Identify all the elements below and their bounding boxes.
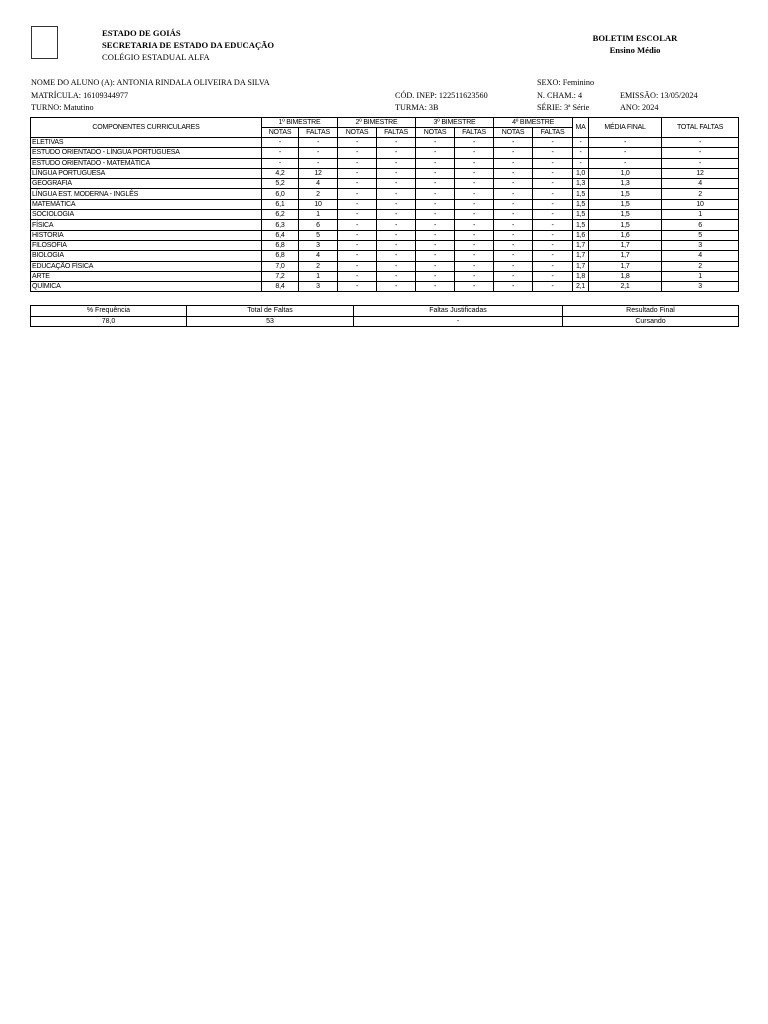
total-absences: 5 [662, 230, 739, 240]
bim4-absences: - [533, 179, 573, 189]
grade-row [31, 261, 739, 271]
ma-cell: 1,6 [573, 230, 589, 240]
bim1-absences: 4 [299, 179, 338, 189]
subject-cell: GEOGRAFIA [31, 179, 262, 189]
bim2-grade: - [338, 240, 377, 250]
bim3-absences: - [455, 189, 494, 199]
bim4-grade: - [494, 189, 533, 199]
bim4-grade: - [494, 138, 533, 148]
col-header-total-absences: TOTAL FALTAS [662, 118, 739, 138]
bim3-grade: - [416, 271, 455, 281]
bim2-grade: - [338, 168, 377, 178]
final-average: 1,5 [589, 220, 662, 230]
bim1-absences: 3 [299, 240, 338, 250]
bim1-absences: 12 [299, 168, 338, 178]
call-number: N. CHAM.: 4 [537, 91, 583, 100]
col-header-bimester-2: 2º BIMESTRE [338, 118, 416, 128]
final-average: 1,3 [589, 179, 662, 189]
school-year: ANO: 2024 [620, 103, 659, 112]
bim2-grade: - [338, 158, 377, 168]
bim4-absences: - [533, 210, 573, 220]
grade-row [31, 138, 739, 148]
grade-row [31, 282, 739, 292]
bim3-grade: - [416, 261, 455, 271]
grade-row [31, 210, 739, 220]
grade-row [31, 230, 739, 240]
bim4-absences: - [533, 168, 573, 178]
total-absences: 3 [662, 282, 739, 292]
subject-cell: LÍNGUA PORTUGUESA [31, 168, 262, 178]
summary-justified-absences: - [354, 316, 563, 327]
bim3-grade: - [416, 220, 455, 230]
final-average: 1,7 [589, 240, 662, 250]
ma-cell: 1,8 [573, 271, 589, 281]
grade-row [31, 189, 739, 199]
summary-frequency: 78,0 [31, 316, 187, 327]
ma-cell: 1,5 [573, 189, 589, 199]
bim2-absences: - [377, 220, 416, 230]
total-absences: 10 [662, 199, 739, 209]
final-average: 1,7 [589, 251, 662, 261]
col-header-final-average: MÉDIA FINAL [589, 118, 662, 138]
bim1-grade: 7,2 [262, 271, 299, 281]
bim4-grade: - [494, 168, 533, 178]
grade-row [31, 168, 739, 178]
bim2-absences: - [377, 138, 416, 148]
bim3-absences: - [455, 251, 494, 261]
bim2-grade: - [338, 271, 377, 281]
bim1-absences: 2 [299, 261, 338, 271]
bim3-absences: - [455, 230, 494, 240]
bim3-absences: - [455, 271, 494, 281]
student-shift: TURNO: Matutino [31, 103, 94, 112]
subject-cell: EDUCAÇÃO FÍSICA [31, 261, 262, 271]
bim2-absences: - [377, 210, 416, 220]
bim1-absences: 1 [299, 210, 338, 220]
ma-cell: 1,7 [573, 261, 589, 271]
bim3-grade: - [416, 199, 455, 209]
grades-table [30, 117, 739, 292]
school-logo-placeholder [31, 26, 58, 59]
final-average: 1,5 [589, 210, 662, 220]
bim3-grade: - [416, 230, 455, 240]
total-absences: - [662, 148, 739, 158]
ma-cell: 1,5 [573, 199, 589, 209]
bim1-grade: - [262, 158, 299, 168]
total-absences: 2 [662, 189, 739, 199]
col-header-bimester-4: 4º BIMESTRE [494, 118, 573, 128]
bim1-grade: - [262, 148, 299, 158]
bim4-absences: - [533, 189, 573, 199]
col-header-notas: NOTAS [416, 128, 455, 138]
bim2-grade: - [338, 138, 377, 148]
bim1-absences: 1 [299, 271, 338, 281]
col-header-ma: MA [573, 118, 589, 138]
document-title-block [560, 32, 710, 56]
ma-cell: 1,7 [573, 240, 589, 250]
bim4-absences: - [533, 148, 573, 158]
ma-cell: 1,0 [573, 168, 589, 178]
col-header-bimester-3: 3º BIMESTRE [416, 118, 494, 128]
bim2-grade: - [338, 148, 377, 158]
bim1-absences: 5 [299, 230, 338, 240]
bim1-grade: 6,2 [262, 210, 299, 220]
bim2-absences: - [377, 261, 416, 271]
bim2-absences: - [377, 199, 416, 209]
bim1-absences: - [299, 158, 338, 168]
col-header-subjects: COMPONENTES CURRICULARES [31, 118, 262, 138]
ma-cell: - [573, 158, 589, 168]
bim1-grade: 6,0 [262, 189, 299, 199]
summary-header-justified-absences: Faltas Justificadas [354, 306, 563, 317]
bim3-absences: - [455, 220, 494, 230]
bim4-absences: - [533, 138, 573, 148]
total-absences: 1 [662, 271, 739, 281]
ma-cell: 1,3 [573, 179, 589, 189]
bim1-grade: 6,3 [262, 220, 299, 230]
final-average: 2,1 [589, 282, 662, 292]
subject-cell: ARTE [31, 271, 262, 281]
grade-row [31, 179, 739, 189]
total-absences: 12 [662, 168, 739, 178]
bim3-grade: - [416, 158, 455, 168]
col-header-faltas: FALTAS [533, 128, 573, 138]
ma-cell: - [573, 148, 589, 158]
bim1-grade: 4,2 [262, 168, 299, 178]
subject-cell: ELETIVAS [31, 138, 262, 148]
bim2-grade: - [338, 251, 377, 261]
bim4-absences: - [533, 251, 573, 261]
bim4-grade: - [494, 220, 533, 230]
bim4-absences: - [533, 271, 573, 281]
final-average: 1,0 [589, 168, 662, 178]
bim4-grade: - [494, 148, 533, 158]
ma-cell: 1,7 [573, 251, 589, 261]
bim2-absences: - [377, 168, 416, 178]
bim3-absences: - [455, 210, 494, 220]
student-name: NOME DO ALUNO (A): ANTONIA RINDALA OLIVEIRA DA SILVA [31, 78, 270, 87]
col-header-notas: NOTAS [338, 128, 377, 138]
col-header-faltas: FALTAS [299, 128, 338, 138]
summary-header-total-absences: Total de Faltas [187, 306, 354, 317]
bim1-absences: 3 [299, 282, 338, 292]
bim3-absences: - [455, 240, 494, 250]
bim2-grade: - [338, 179, 377, 189]
bim2-absences: - [377, 251, 416, 261]
total-absences: 4 [662, 251, 739, 261]
bim4-grade: - [494, 179, 533, 189]
total-absences: - [662, 138, 739, 148]
institution-header [102, 27, 274, 63]
bim4-grade: - [494, 261, 533, 271]
bim1-absences: - [299, 138, 338, 148]
bim2-absences: - [377, 282, 416, 292]
bim3-grade: - [416, 138, 455, 148]
total-absences: 4 [662, 179, 739, 189]
summary-value-row [31, 316, 739, 327]
subject-cell: QUÍMICA [31, 282, 262, 292]
bim1-absences: - [299, 148, 338, 158]
col-header-notas: NOTAS [494, 128, 533, 138]
grade-row [31, 271, 739, 281]
summary-header-final-result: Resultado Final [563, 306, 739, 317]
bim4-grade: - [494, 210, 533, 220]
secretariat-name: SECRETARIA DE ESTADO DA EDUCAÇÃO [102, 40, 275, 50]
total-absences: 3 [662, 240, 739, 250]
student-grade: SÉRIE: 3ª Série [537, 103, 590, 112]
final-average: 1,6 [589, 230, 662, 240]
subject-cell: MATEMÁTICA [31, 199, 262, 209]
bim4-grade: - [494, 199, 533, 209]
summary-final-result: Cursando [563, 316, 739, 327]
bim2-absences: - [377, 148, 416, 158]
bim2-grade: - [338, 210, 377, 220]
col-header-bimester-1: 1º BIMESTRE [262, 118, 338, 128]
bim1-absences: 2 [299, 189, 338, 199]
bim3-grade: - [416, 189, 455, 199]
col-header-notas: NOTAS [262, 128, 299, 138]
bim3-grade: - [416, 148, 455, 158]
bim3-grade: - [416, 168, 455, 178]
bim3-absences: - [455, 168, 494, 178]
bim4-grade: - [494, 230, 533, 240]
subject-cell: FILOSOFIA [31, 240, 262, 250]
summary-header-frequency: % Frequência [31, 306, 187, 317]
bim2-grade: - [338, 230, 377, 240]
student-sex: SEXO: Feminino [537, 78, 595, 87]
bim3-absences: - [455, 148, 494, 158]
student-class: TURMA: 3B [395, 103, 439, 112]
bim2-absences: - [377, 179, 416, 189]
bim1-absences: 4 [299, 251, 338, 261]
summary-total-absences: 53 [187, 316, 354, 327]
student-enrollment: MATRÍCULA: 16109344977 [31, 91, 129, 100]
bim2-grade: - [338, 261, 377, 271]
ma-cell: 2,1 [573, 282, 589, 292]
grades-header-row [31, 118, 739, 128]
bim4-grade: - [494, 158, 533, 168]
bim2-absences: - [377, 271, 416, 281]
bim4-absences: - [533, 230, 573, 240]
bim2-absences: - [377, 189, 416, 199]
subject-cell: ESTUDO ORIENTADO - LÍNGUA PORTUGUESA [31, 148, 262, 158]
bim1-grade: 6,1 [262, 199, 299, 209]
grade-row [31, 220, 739, 230]
bim4-grade: - [494, 282, 533, 292]
grade-row [31, 251, 739, 261]
subject-cell: SOCIOLOGIA [31, 210, 262, 220]
bim1-absences: 10 [299, 199, 338, 209]
final-average: 1,5 [589, 189, 662, 199]
bim2-grade: - [338, 220, 377, 230]
grade-row [31, 148, 739, 158]
document-title: BOLETIM ESCOLAR [592, 33, 678, 43]
final-average: - [589, 158, 662, 168]
subject-cell: HISTÓRIA [31, 230, 262, 240]
bim3-grade: - [416, 240, 455, 250]
bim1-grade: 8,4 [262, 282, 299, 292]
bim4-grade: - [494, 271, 533, 281]
bim2-grade: - [338, 189, 377, 199]
bim4-absences: - [533, 282, 573, 292]
bim3-grade: - [416, 179, 455, 189]
grade-row [31, 199, 739, 209]
bim2-grade: - [338, 199, 377, 209]
bim4-absences: - [533, 158, 573, 168]
col-header-faltas: FALTAS [377, 128, 416, 138]
issue-date: EMISSÃO: 13/05/2024 [620, 91, 698, 100]
bim2-absences: - [377, 230, 416, 240]
ma-cell: 1,5 [573, 210, 589, 220]
bim3-absences: - [455, 199, 494, 209]
final-average: - [589, 148, 662, 158]
summary-header-row [31, 306, 739, 317]
bim2-absences: - [377, 158, 416, 168]
subject-cell: LÍNGUA EST. MODERNA - INGLÊS [31, 189, 262, 199]
bim4-grade: - [494, 240, 533, 250]
bim1-grade: 7,0 [262, 261, 299, 271]
final-average: 1,7 [589, 261, 662, 271]
bim1-grade: 6,8 [262, 240, 299, 250]
col-header-faltas: FALTAS [455, 128, 494, 138]
final-average: 1,5 [589, 199, 662, 209]
bim4-absences: - [533, 199, 573, 209]
bim1-grade: - [262, 138, 299, 148]
bim3-absences: - [455, 138, 494, 148]
bim2-absences: - [377, 240, 416, 250]
bim4-absences: - [533, 261, 573, 271]
bim4-grade: - [494, 251, 533, 261]
final-average: - [589, 138, 662, 148]
bim1-grade: 5,2 [262, 179, 299, 189]
bim2-grade: - [338, 282, 377, 292]
total-absences: - [662, 158, 739, 168]
total-absences: 2 [662, 261, 739, 271]
bim4-absences: - [533, 220, 573, 230]
subject-cell: BIOLOGIA [31, 251, 262, 261]
total-absences: 6 [662, 220, 739, 230]
bim3-absences: - [455, 158, 494, 168]
education-level: Ensino Médio [609, 45, 661, 55]
ma-cell: 1,5 [573, 220, 589, 230]
ma-cell: - [573, 138, 589, 148]
school-name: COLÉGIO ESTADUAL ALFA [102, 52, 210, 62]
bim3-absences: - [455, 282, 494, 292]
bim3-absences: - [455, 179, 494, 189]
subject-cell: ESTUDO ORIENTADO - MATEMÁTICA [31, 158, 262, 168]
final-average: 1,8 [589, 271, 662, 281]
grade-row [31, 240, 739, 250]
bim3-grade: - [416, 210, 455, 220]
summary-table [30, 305, 739, 327]
bim1-absences: 6 [299, 220, 338, 230]
grade-row [31, 158, 739, 168]
bim1-grade: 6,4 [262, 230, 299, 240]
bim3-absences: - [455, 261, 494, 271]
school-inep-code: CÓD. INEP: 122511623560 [395, 91, 488, 100]
total-absences: 1 [662, 210, 739, 220]
bim4-absences: - [533, 240, 573, 250]
bim3-grade: - [416, 251, 455, 261]
state-name: ESTADO DE GOIÁS [102, 28, 181, 38]
bim3-grade: - [416, 282, 455, 292]
subject-cell: FÍSICA [31, 220, 262, 230]
bim1-grade: 6,8 [262, 251, 299, 261]
